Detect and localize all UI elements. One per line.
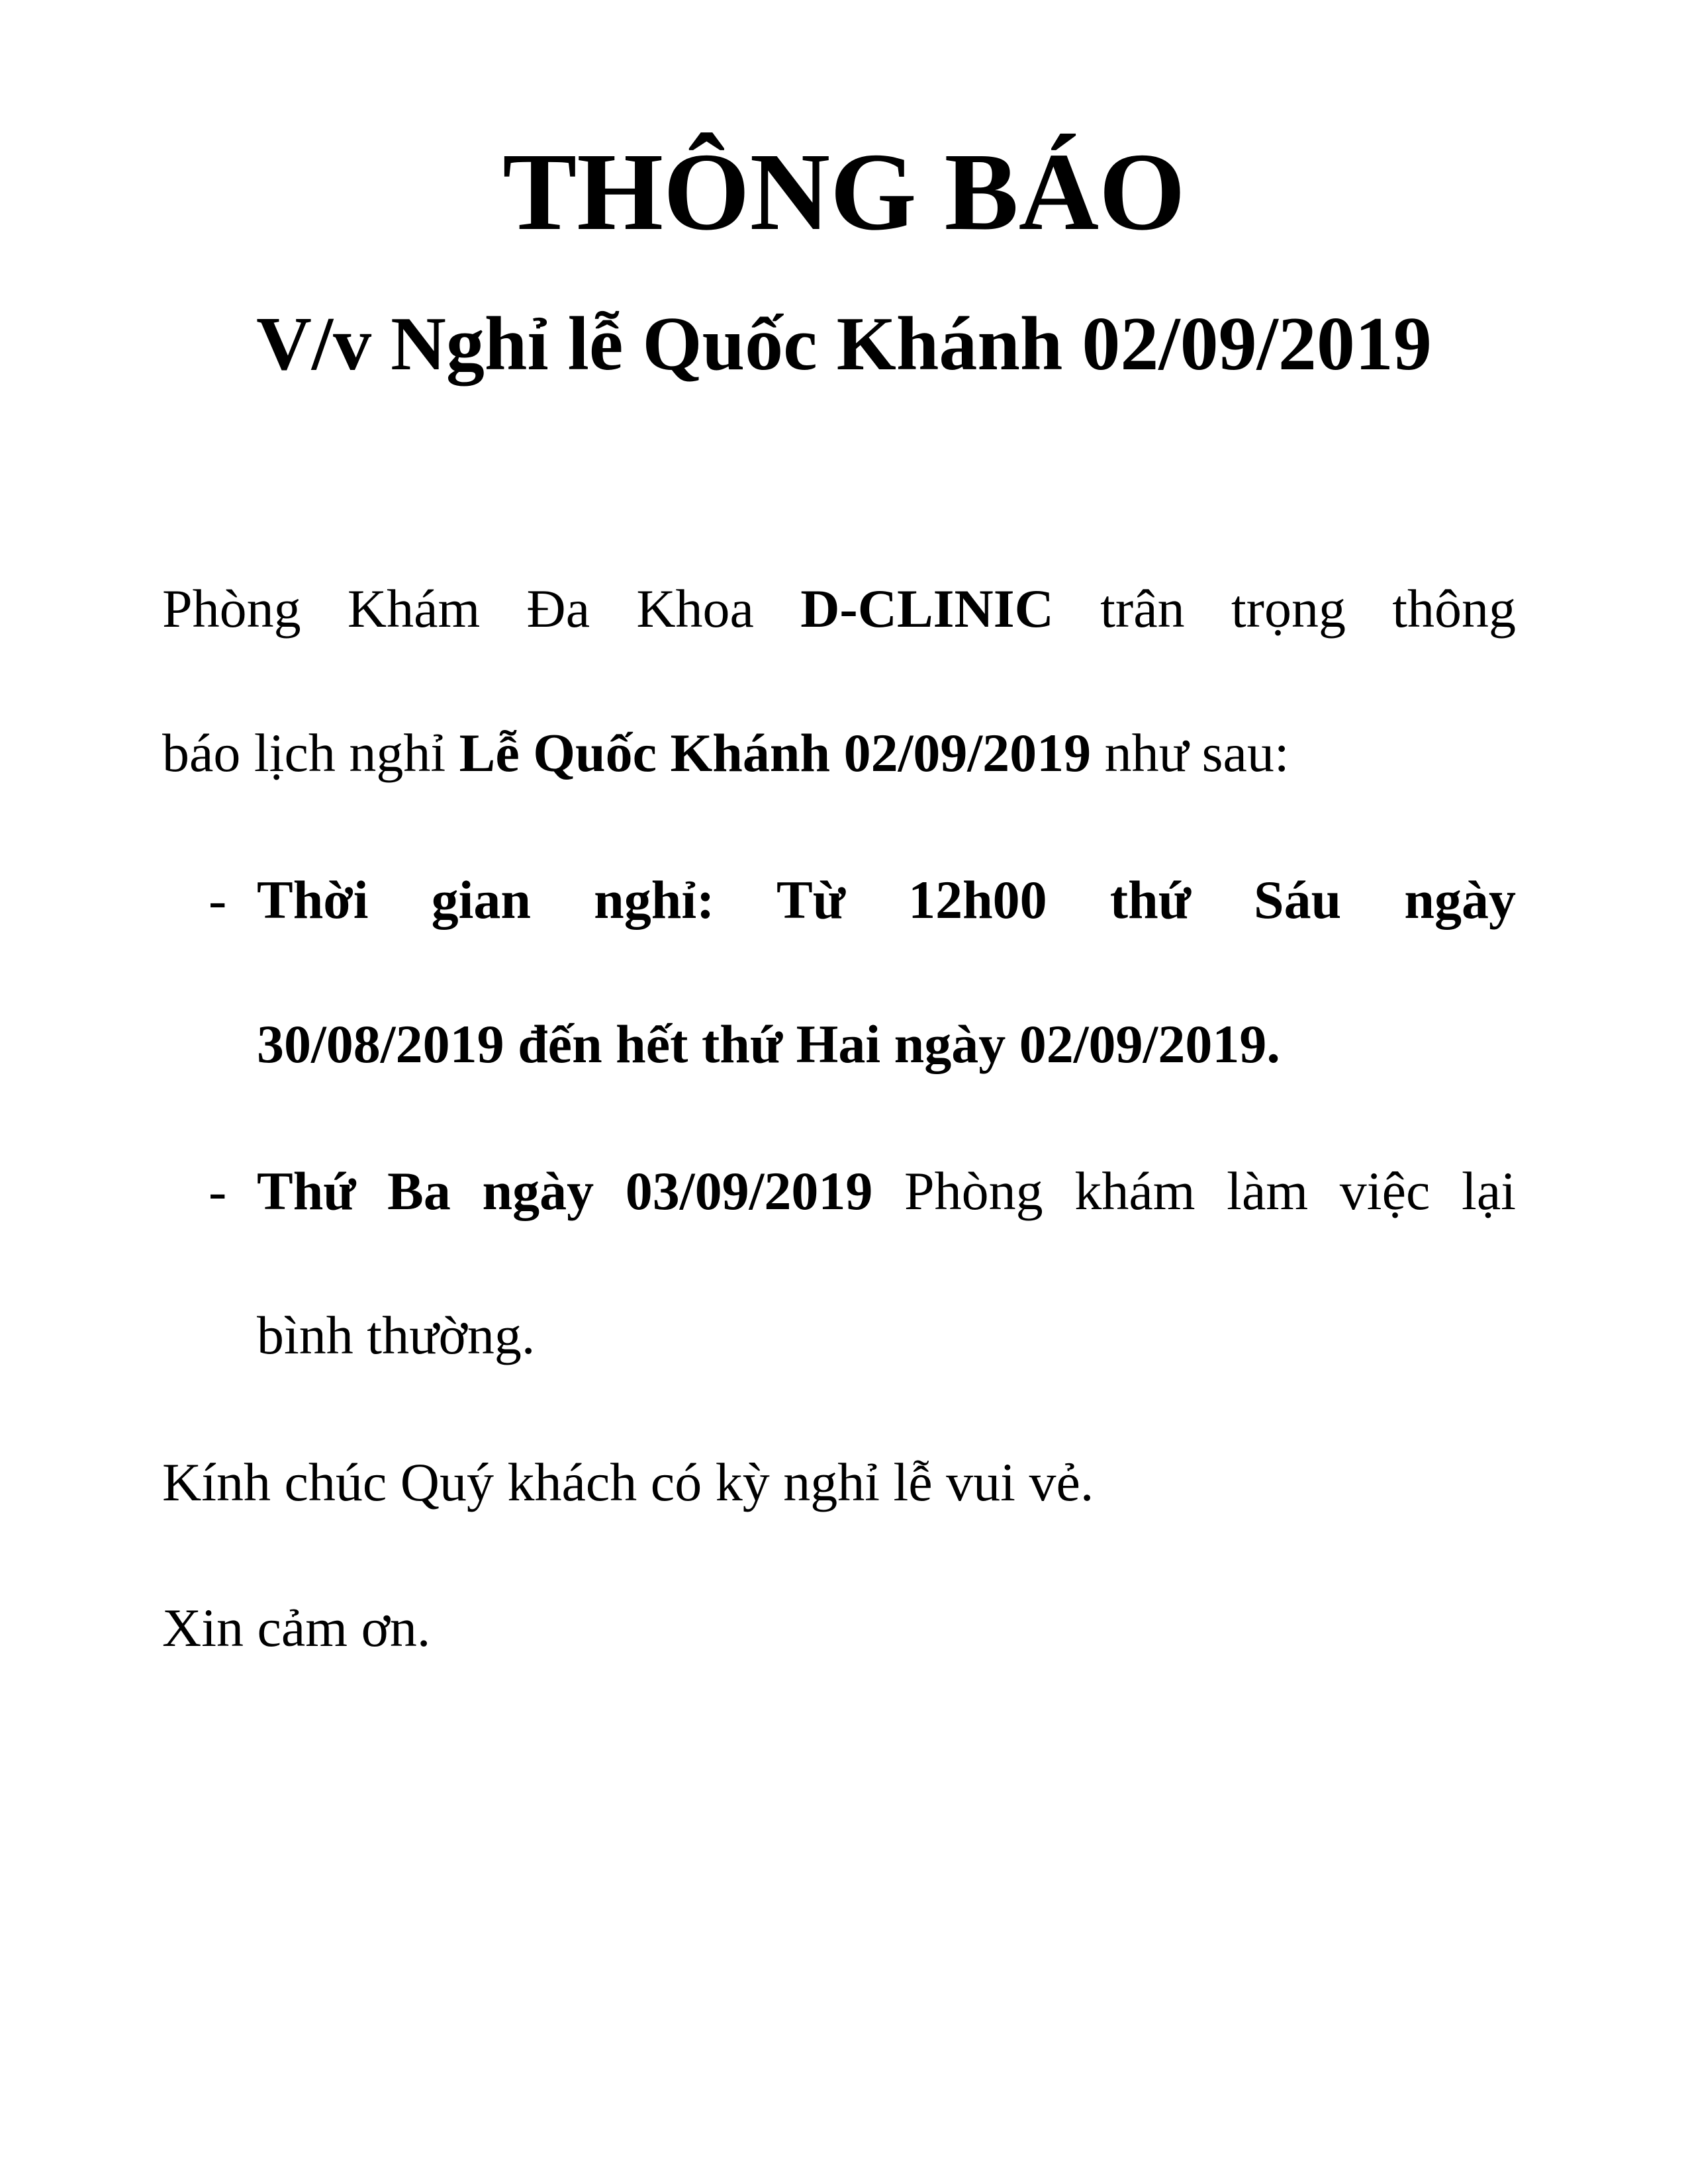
intro-line-1 — [162, 576, 1516, 642]
bullet-1-line-1-text: Thời gian nghỉ: Từ 12h00 thứ Sáu ngày — [257, 870, 1516, 930]
bullet-1-line-1 — [257, 867, 1516, 933]
bullet-2-line-1 — [257, 1158, 1516, 1224]
clinic-name: D-CLINIC — [800, 578, 1054, 639]
bullet-2-line-2-text: bình thường. — [257, 1305, 536, 1365]
notice-subtitle: V/v Nghỉ lễ Quốc Khánh 02/09/2019 — [256, 302, 1432, 387]
intro-line1-prefix: Phòng Khám Đa Khoa — [162, 578, 801, 639]
bullet-2-line-2 — [257, 1302, 1516, 1369]
bullet-1-line-2-text: 30/08/2019 đến hết thứ Hai ngày 02/09/2019. — [257, 1014, 1280, 1074]
bullet-2-line-1-rest: Phòng khám làm việc lại — [872, 1161, 1516, 1221]
bullet-dash: - — [209, 1161, 227, 1221]
reopen-date: Thứ Ba ngày 03/09/2019 — [257, 1161, 873, 1221]
holiday-name: Lễ Quốc Khánh 02/09/2019 — [459, 723, 1092, 783]
closing-thanks: Xin cảm ơn. — [162, 1598, 431, 1658]
intro-line-2 — [162, 720, 1516, 786]
bullet-1-line-2 — [257, 1011, 1516, 1077]
bullet-dash: - — [209, 870, 227, 930]
intro-line2-prefix: báo lịch nghỉ — [162, 723, 459, 783]
intro-paragraph — [162, 576, 1516, 794]
closing-wish: Kính chúc Quý khách có kỳ nghỉ lễ vui vẻ. — [162, 1452, 1094, 1512]
notice-title: THÔNG BÁO — [502, 130, 1186, 253]
intro-line2-suffix: như sau: — [1091, 723, 1289, 783]
intro-line1-suffix: trân trọng thông — [1053, 578, 1516, 639]
